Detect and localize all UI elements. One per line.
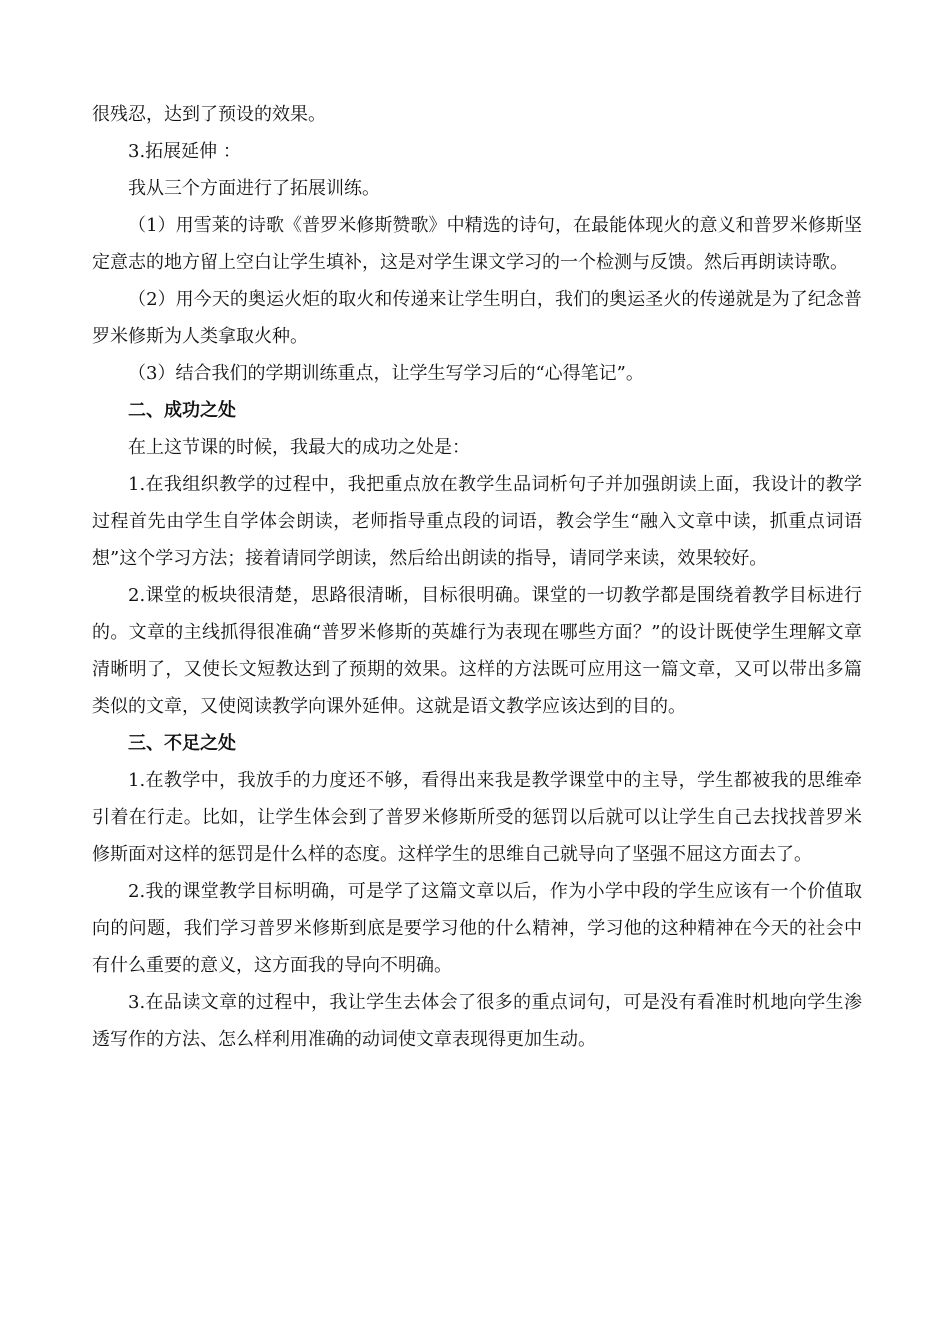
subsection-title-extension: 3.拓展延伸 ： — [128, 141, 241, 162]
paragraph-success-1: 1.在我组织教学的过程中，我把重点放在教学生品词析句子并加强朗读上面，我设计的教学过程首先由学生自学体会朗读，老师指导重点段的词语，教会学生“融入文章中读，抓重点词语想”这个学习方法；接着请同学朗读，然后给出朗读的指导，请同学来读，效果较好。 — [92, 474, 862, 569]
paragraph-shortcoming-2: 2.我的课堂教学目标明确，可是学了这篇文章以后，作为小学中段的学生应该有一个价值取向的问题，我们学习普罗米修斯到底是要学习他的什么精神，学习他的这种精神在今天的社会中有什么重要的意义，这方面我的导向不明确。 — [92, 881, 862, 976]
document-page — [92, 96, 862, 1058]
section-heading-successes: 二、成功之处 — [128, 400, 236, 421]
paragraph-shortcoming-1: 1.在教学中，我放手的力度还不够，看得出来我是教学课堂中的主导，学生都被我的思维牵引着在行走。比如，让学生体会到了普罗米修斯所受的惩罚以后就可以让学生自己去找找普罗米修斯面对这样的惩罚是什么样的态度。这样学生的思维自己就导向了坚强不屈这方面去了。 — [92, 770, 862, 865]
paragraph-success-2: 2.课堂的板块很清楚，思路很清晰，目标很明确。课堂的一切教学都是围绕着教学目标进行的。文章的主线抓得很准确“普罗米修斯的英雄行为表现在哪些方面？”的设计既使学生理解文章清晰明了，又使长文短教达到了预期的效果。这样的方法既可应用这一篇文章，又可以带出多篇类似的文章，又使阅读教学向课外延伸。这就是语文教学应该达到的目的。 — [92, 585, 862, 717]
section-heading-shortcomings: 三、不足之处 — [128, 733, 236, 754]
paragraph-successes-intro: 在上这节课的时候，我最大的成功之处是： — [128, 437, 470, 458]
paragraph-extension-3: （3）结合我们的学期训练重点，让学生写学习后的“心得笔记”。 — [128, 363, 644, 384]
paragraph-shortcoming-3: 3.在品读文章的过程中，我让学生去体会了很多的重点词句，可是没有看准时机地向学生渗透写作的方法、怎么样利用准确的动词使文章表现得更加生动。 — [92, 992, 862, 1050]
paragraph-extension-2: （2）用今天的奥运火炬的取火和传递来让学生明白，我们的奥运圣火的传递就是为了纪念普罗米修斯为人类拿取火种。 — [92, 289, 862, 347]
paragraph-extension-1: （1）用雪莱的诗歌《普罗米修斯赞歌》中精选的诗句，在最能体现火的意义和普罗米修斯坚定意志的地方留上空白让学生填补，这是对学生课文学习的一个检测与反馈。然后再朗读诗歌。 — [92, 215, 862, 273]
paragraph-continuation: 很残忍，达到了预设的效果。 — [92, 104, 326, 125]
paragraph-extension-intro: 我从三个方面进行了拓展训练。 — [128, 178, 380, 199]
